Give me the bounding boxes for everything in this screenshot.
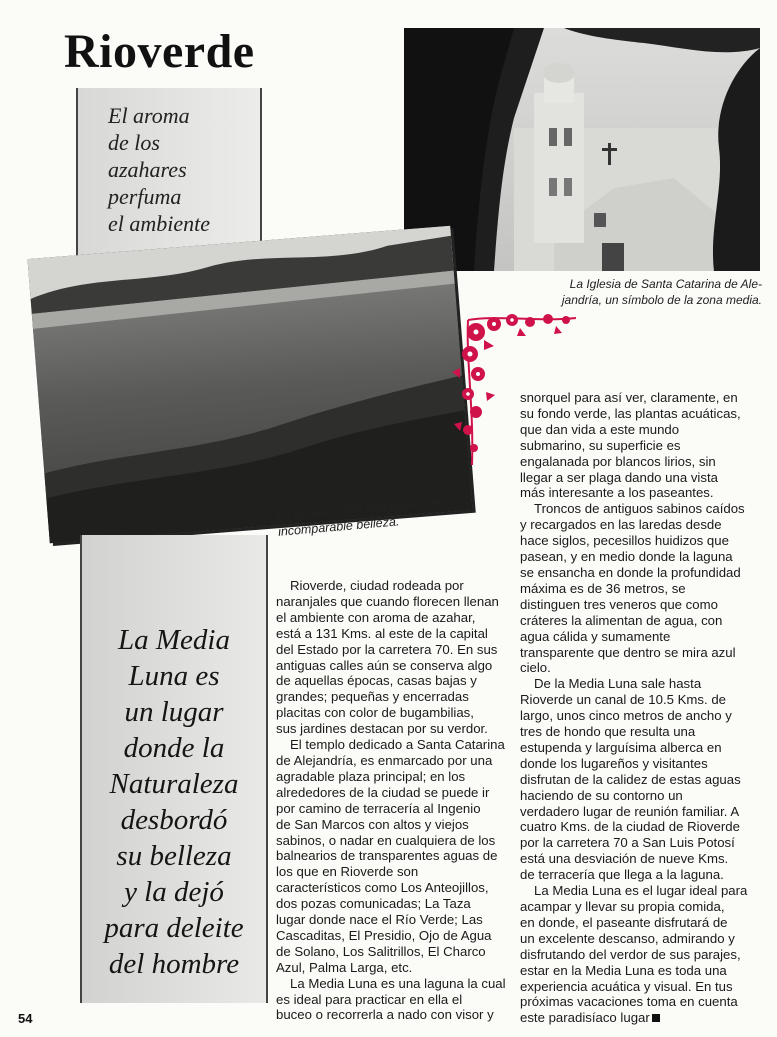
pull-quote-line: para deleite [104,912,244,944]
pull-quote [88,622,260,982]
paragraph: snorquel para así ver, claramente, en su fondo verde, las plantas acuáticas, que dan vida a este mundo submarino, su superficie es engalanada por blancos lirios, sin llegar a ser plaga dando una vista más interesante a los paseantes. [520,390,741,501]
lake-caption-text: La Media Luna, una laguna de incomparable belleza. [276,494,446,539]
pull-quote-line: desbordó [120,804,228,836]
pull-quote-line: del hombre [108,948,240,980]
church-photo [404,28,760,271]
pull-quote-line: su belleza [116,840,232,872]
final-paragraph-text: La Media Luna es el lugar ideal para acampar y llevar su propia comida, en donde, el paseante disfrutará de un excelente descanso, admirando y disfrutando del verdor de sus parajes, estar en la Media Luna es toda una experiencia acuática y visual. En tus próximas vacaciones toma en cuenta este paradisíaco lugar [520,883,748,1026]
pull-quote-line: un lugar [124,696,224,728]
pull-quote-line: La Media [118,624,230,656]
article-title: Rioverde [64,25,255,78]
subtitle-line: El aroma [108,103,190,128]
body-column-2 [520,390,766,1026]
paragraph: De la Media Luna sale hasta Rioverde un canal de 10.5 Kms. de largo, unos cinco metros de ancho y tres de hondo que resulta una estupenda y larguísima alberca en donde los lugareños y visitantes disfrutan de la calidez de estas aguas haciendo de su contorno un verdadero lugar de reunión familiar. A cuatro Kms. de la ciudad de Rioverde por la carretera 70 a San Luis Potosí está una desviación de nueve Kms. de terracería que llega a la laguna. [520,676,741,883]
subtitle-line: el ambiente [108,211,211,236]
paragraph: El templo dedicado a Santa Catarina de Alejandría, es enmarcado por una agradable plaza principal; en los alrededores de la ciudad se puede ir por camino de terracería al Ingenio de San Marcos con altos y viejos sabinos, o nadar en cualquiera de los balnearios de transparentes aguas de los que en Rioverde son característicos como Los Anteojillos, dos pozas comunicadas; La Taza lugar donde nace el Río Verde; Las Cascaditas, El Presidio, Ojo de Agua de Solano, Los Salitrillos, El Charco Azul, Palma Larga, etc. [276,737,505,975]
church-caption-text: La Iglesia de Santa Catarina de Ale- jandría, un símbolo de la zona media. [561,277,762,307]
subtitle [108,102,258,237]
pull-quote-line: Luna es [128,660,220,692]
page-number: 54 [18,1011,33,1026]
paragraph-final [520,883,766,1026]
end-mark-icon [652,1014,660,1022]
subtitle-line: perfuma [108,184,182,209]
paragraph: Rioverde, ciudad rodeada por naranjales que cuando florecen llenan el ambiente con aroma de azahar, está a 131 Kms. al este de la capital del Estado por la carretera 70. En sus antiguas calles aún se conserva algo de aquellas épocas, casas bajas y grandes; pequeñas y encerradas placitas con color de bugambilias, sus jardines destacan por su verdor. [276,578,499,737]
paragraph: Troncos de antiguos sabinos caídos y recargados en las laredas desde hace siglos, pecesillos huidizos que pasean, y en medio donde la laguna se ensancha en donde la profundidad máxima es de 36 metros, se distinguen tres veneros que como cráteres la alimentan de agua, con agua cálida y sumamente transparente que dentro se mira azul cielo. [520,501,745,676]
subtitle-line: azahares [108,157,187,182]
church-caption [514,276,762,308]
pull-quote-line: Naturaleza [109,768,239,800]
body-column-1 [276,578,514,1023]
pull-quote-line: donde la [123,732,225,764]
pull-quote-line: y la dejó [124,876,224,908]
subtitle-line: de los [108,130,160,155]
paragraph: La Media Luna es una laguna la cual es ideal para practicar en ella el buceo o recorrerla a nado con visor y [276,975,506,1023]
